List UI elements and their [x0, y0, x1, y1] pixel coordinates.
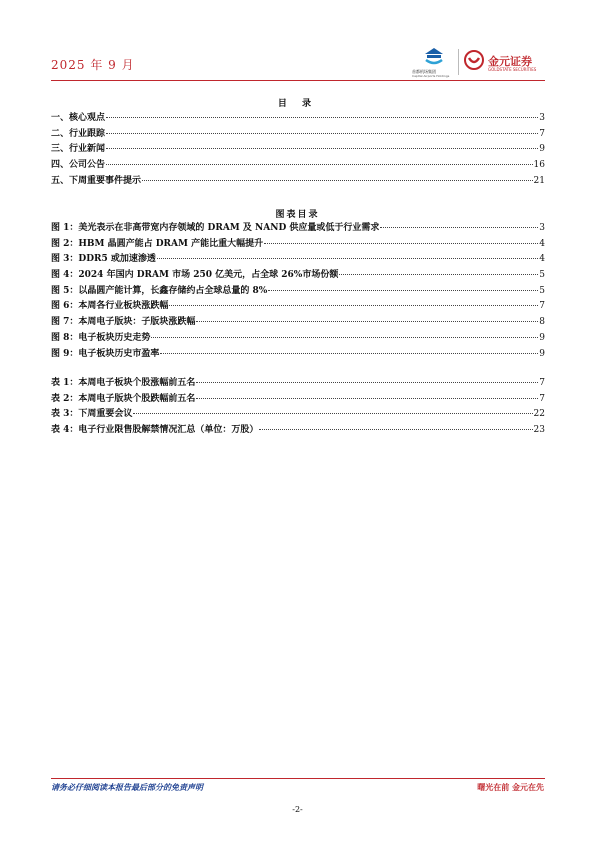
leader-dots	[264, 243, 538, 244]
toc-list	[51, 110, 545, 188]
table-item-label: 表 2：本周电子版块个股跌幅前五名	[51, 393, 196, 404]
table-item[interactable]	[51, 375, 545, 391]
leader-dots	[106, 133, 538, 134]
figure-item[interactable]	[51, 267, 545, 283]
figure-item[interactable]	[51, 314, 545, 330]
goldstate-logo	[464, 49, 537, 75]
logo1-caption-en: Capital Airports Holdings	[412, 74, 450, 78]
table-item-label: 表 3：下周重要会议	[51, 409, 133, 420]
leader-dots	[339, 274, 538, 275]
leader-dots	[196, 382, 538, 383]
figure-item[interactable]	[51, 251, 545, 267]
leader-dots	[196, 398, 538, 399]
footer-disclaimer: 请务必仔细阅读本报告最后部分的免责声明	[51, 782, 203, 792]
figure-item[interactable]	[51, 346, 545, 362]
leader-dots	[106, 164, 533, 165]
figure-item-page: 9	[539, 332, 545, 343]
table-item[interactable]	[51, 391, 545, 407]
figure-item-page: 8	[539, 317, 545, 328]
table-item-page: 7	[539, 393, 545, 404]
toc-item[interactable]	[51, 141, 545, 157]
figure-item-label: 图 3：DDR5 或加速渗透	[51, 254, 156, 265]
leader-dots	[151, 337, 538, 338]
figure-item-label: 图 8：电子板块历史走势	[51, 332, 151, 343]
table-item[interactable]	[51, 406, 545, 422]
toc-item-page: 3	[539, 113, 545, 123]
leader-dots	[106, 148, 538, 149]
tables-list	[51, 375, 545, 438]
toc-item-page: 7	[539, 128, 545, 139]
leader-dots	[268, 290, 538, 291]
header-rule	[51, 80, 545, 81]
figures-title: 图表目录	[275, 210, 320, 220]
leader-dots	[133, 413, 532, 414]
capital-airports-logo	[414, 47, 454, 77]
leader-dots	[106, 117, 538, 118]
table-item-label: 表 1：本周电子板块个股涨幅前五名	[51, 378, 196, 388]
leader-dots	[142, 180, 533, 181]
toc-item-page: 21	[533, 175, 545, 186]
figure-item-label: 图 9：电子板块历史市盈率	[51, 348, 160, 359]
toc-item-label: 二、行业跟踪	[51, 128, 106, 139]
goldstate-emblem-icon	[464, 49, 484, 71]
table-item-page: 22	[533, 409, 545, 420]
toc-item-label: 三、行业新闻	[51, 144, 106, 155]
footer-rule	[51, 778, 545, 779]
figure-item[interactable]	[51, 283, 545, 299]
figure-item-label: 图 2：HBM 晶圆产能占 DRAM 产能比重大幅提升	[51, 238, 264, 249]
toc-item[interactable]	[51, 110, 545, 126]
toc-item[interactable]	[51, 157, 545, 173]
logo-divider	[458, 49, 459, 75]
figure-item[interactable]	[51, 298, 545, 314]
figure-item-label: 图 7：本周电子版块：子版块涨跌幅	[51, 317, 196, 328]
figure-item-label: 图 5：以晶圆产能计算，长鑫存储约占全球总量的 8%	[51, 285, 268, 296]
figure-item-page: 7	[539, 301, 545, 312]
figure-item[interactable]	[51, 330, 545, 346]
table-item[interactable]	[51, 422, 545, 438]
toc-item-page: 9	[539, 144, 545, 155]
capital-airports-emblem-icon	[423, 47, 445, 67]
logo1-caption: 首都机场集团	[412, 69, 436, 74]
figure-item-page: 9	[539, 348, 545, 359]
leader-dots	[196, 321, 538, 322]
figure-item-label: 图 6：本周各行业板块涨跌幅	[51, 301, 169, 312]
toc-item-label: 四、公司公告	[51, 160, 106, 171]
figure-item-label: 图 4：2024 年国内 DRAM 市场 250 亿美元，占全球 26%市场份额	[51, 270, 339, 281]
toc-title: 目 录	[277, 99, 318, 109]
goldstate-brand-name-en: GOLDSTATE SECURITIES	[488, 67, 537, 72]
table-item-label: 表 4：电子行业限售股解禁情况汇总（单位：万股）	[51, 425, 259, 436]
figure-item[interactable]	[51, 220, 545, 236]
goldstate-brand-name: 金元证券	[488, 55, 532, 68]
leader-dots	[157, 258, 538, 259]
page-number: -2-	[292, 805, 303, 814]
leader-dots	[259, 429, 532, 430]
toc-item-page: 16	[533, 160, 545, 171]
figure-item-page: 4	[539, 238, 545, 249]
toc-item[interactable]	[51, 126, 545, 142]
toc-item-label: 五、下周重要事件提示	[51, 175, 142, 186]
figure-item-page: 4	[539, 254, 545, 265]
leader-dots	[169, 305, 538, 306]
leader-dots	[380, 227, 538, 228]
toc-item[interactable]	[51, 173, 545, 189]
footer-slogan: 曙光在前 金元在先	[477, 782, 544, 792]
figures-list	[51, 220, 545, 361]
table-item-page: 7	[539, 378, 545, 388]
table-item-page: 23	[533, 425, 545, 436]
toc-item-label: 一、核心观点	[51, 113, 106, 123]
figure-item-page: 5	[539, 285, 545, 296]
leader-dots	[160, 353, 538, 354]
report-date: 2025 年 9 月	[51, 58, 135, 72]
figure-item-page: 5	[539, 270, 545, 281]
figure-item-label: 图 1：美光表示在非高带宽内存领域的 DRAM 及 NAND 供应量或低于行业需求	[51, 223, 380, 233]
figure-item[interactable]	[51, 236, 545, 252]
figure-item-page: 3	[539, 223, 545, 233]
